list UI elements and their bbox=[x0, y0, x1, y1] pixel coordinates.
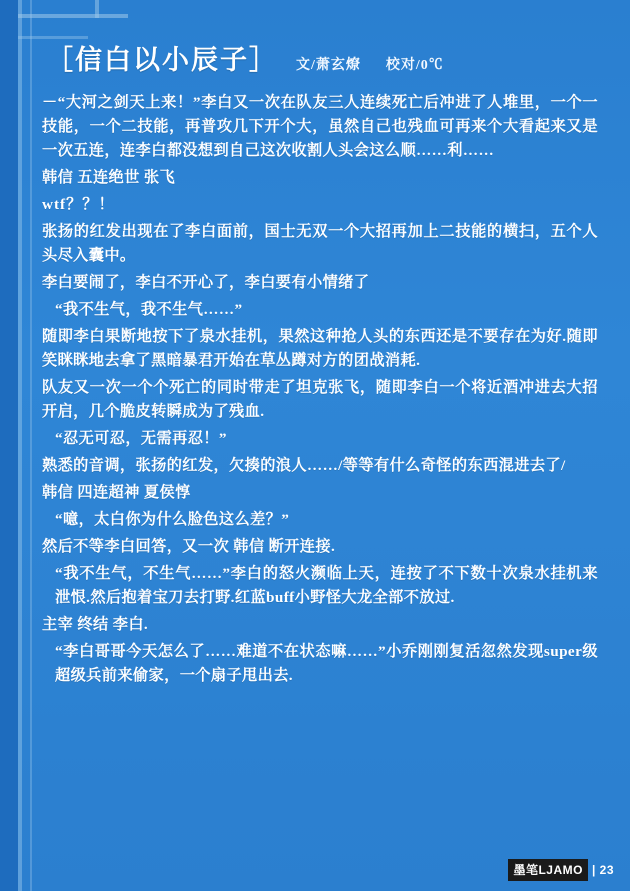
title-row bbox=[42, 38, 598, 77]
byline bbox=[296, 54, 444, 74]
paragraph: 韩信 五连绝世 张飞 bbox=[42, 169, 176, 187]
paragraph: “李白哥哥今天怎么了……难道不在状态嘛……”小乔刚刚复活忽然发现super级超级兵前来偷家，一个扇子甩出去. bbox=[55, 643, 598, 685]
paragraph: 张扬的红发出现在了李白面前，国士无双一个大招再加上二技能的横扫，五个人头尽入囊中。 bbox=[42, 223, 598, 265]
watermark-badge: 墨笔LJAMO bbox=[508, 859, 588, 881]
left-margin-block bbox=[0, 0, 18, 891]
byline-extra: 校对/0℃ bbox=[385, 58, 444, 73]
paragraph: “噫，太白你为什么脸色这么差？” bbox=[55, 511, 290, 529]
article-body bbox=[42, 91, 598, 688]
decorative-line-vertical-2 bbox=[30, 0, 32, 891]
decorative-line-horizontal-1 bbox=[18, 14, 128, 18]
page-title: ［信白以小辰子］ bbox=[46, 45, 278, 75]
paragraph: 随即李白果断地按下了泉水挂机，果然这种抢人头的东西还是不要存在为好.随即笑眯眯地去拿了黑暗暴君开始在草丛蹲对方的团战消耗. bbox=[42, 328, 598, 370]
paragraph: wtf？？！ bbox=[42, 196, 115, 214]
paragraph: 李白要闹了，李白不开心了，李白要有小情绪了 bbox=[42, 274, 370, 292]
paragraph: 韩信 四连超神 夏侯惇 bbox=[42, 484, 191, 502]
byline-author: 文/萧玄燎 bbox=[296, 58, 361, 73]
decorative-corner-mark bbox=[95, 0, 99, 18]
paragraph: 然后不等李白回答，又一次 韩信 断开连接. bbox=[42, 538, 336, 556]
paragraph: “忍无可忍，无需再忍！” bbox=[55, 430, 227, 448]
paragraph: －“大河之剑天上来！”李白又一次在队友三人连续死亡后冲进了人堆里，一个一技能，一个二技能，再普攻几下开个大，虽然自己也残血可再来个大看起来又是一次五连，连李白都没想到自己这次收割人头会这么顺……利…… bbox=[42, 94, 598, 160]
footer-watermark bbox=[508, 859, 614, 881]
decorative-line-vertical-1 bbox=[18, 0, 22, 891]
paragraph: 熟悉的音调，张扬的红发，欠揍的浪人……/等等有什么奇怪的东西混进去了/ bbox=[42, 457, 566, 475]
paragraph: “我不生气，我不生气……” bbox=[55, 301, 243, 319]
article-content bbox=[42, 38, 598, 691]
page-number: | 23 bbox=[591, 863, 614, 877]
paragraph: 队友又一次一个个死亡的同时带走了坦克张飞，随即李白一个将近酒冲进去大招开启，几个脆皮转瞬成为了残血. bbox=[42, 379, 598, 421]
paragraph: “我不生气，不生气……”李白的怒火濒临上天，连按了不下数十次泉水挂机来泄恨.然后抱着宝刀去打野.红蓝buff小野怪大龙全部不放过. bbox=[55, 565, 598, 607]
paragraph: 主宰 终结 李白. bbox=[42, 616, 149, 634]
